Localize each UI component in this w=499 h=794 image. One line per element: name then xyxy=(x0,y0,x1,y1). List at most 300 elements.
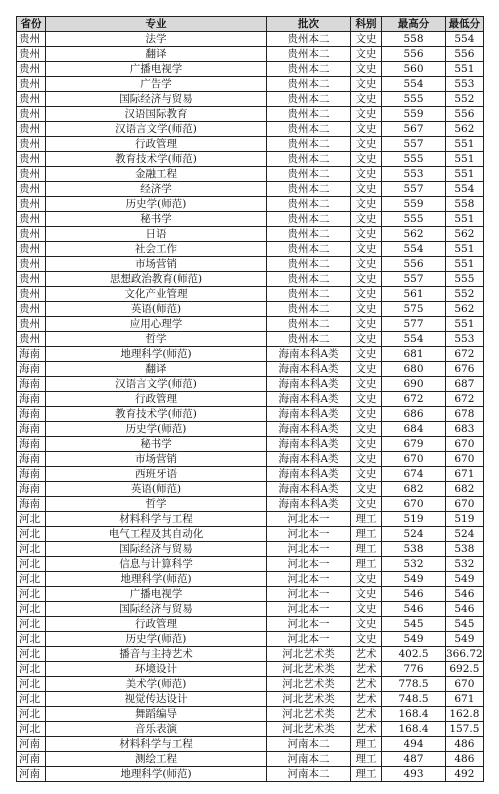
max-score-cell: 686 xyxy=(382,407,446,422)
max-score-cell: 524 xyxy=(382,527,446,542)
min-score-cell: 558 xyxy=(446,197,484,212)
table-row xyxy=(17,722,484,737)
batch-cell: 海南本科A类 xyxy=(267,392,351,407)
category-cell: 文史 xyxy=(351,32,382,47)
province-cell: 贵州 xyxy=(17,317,46,332)
min-score-cell: 687 xyxy=(446,377,484,392)
province-cell: 贵州 xyxy=(17,197,46,212)
max-score-cell: 559 xyxy=(382,107,446,122)
table-row xyxy=(17,62,484,77)
category-cell: 文史 xyxy=(351,497,382,512)
header-min-score: 最低分 xyxy=(446,17,484,32)
major-cell: 文化产业管理 xyxy=(46,287,267,302)
min-score-cell: 554 xyxy=(446,182,484,197)
province-cell: 贵州 xyxy=(17,242,46,257)
major-cell: 地理科学(师范) xyxy=(46,767,267,782)
province-cell: 贵州 xyxy=(17,62,46,77)
table-row xyxy=(17,692,484,707)
min-score-cell: 524 xyxy=(446,527,484,542)
max-score-cell: 567 xyxy=(382,122,446,137)
batch-cell: 贵州本二 xyxy=(267,302,351,317)
max-score-cell: 556 xyxy=(382,47,446,62)
major-cell: 英语(师范) xyxy=(46,482,267,497)
max-score-cell: 168.4 xyxy=(382,722,446,737)
table-row xyxy=(17,452,484,467)
category-cell: 文史 xyxy=(351,197,382,212)
major-cell: 秘书学 xyxy=(46,212,267,227)
max-score-cell: 674 xyxy=(382,467,446,482)
batch-cell: 河北本一 xyxy=(267,572,351,587)
major-cell: 测绘工程 xyxy=(46,752,267,767)
category-cell: 艺术 xyxy=(351,722,382,737)
province-cell: 河南 xyxy=(17,752,46,767)
major-cell: 经济学 xyxy=(46,182,267,197)
min-score-cell: 551 xyxy=(446,242,484,257)
max-score-cell: 670 xyxy=(382,452,446,467)
table-row xyxy=(17,317,484,332)
min-score-cell: 551 xyxy=(446,62,484,77)
major-cell: 社会工作 xyxy=(46,242,267,257)
min-score-cell: 551 xyxy=(446,167,484,182)
min-score-cell: 157.5 xyxy=(446,722,484,737)
table-row xyxy=(17,557,484,572)
max-score-cell: 168.4 xyxy=(382,707,446,722)
province-cell: 河北 xyxy=(17,557,46,572)
batch-cell: 贵州本二 xyxy=(267,47,351,62)
batch-cell: 海南本科A类 xyxy=(267,437,351,452)
max-score-cell: 690 xyxy=(382,377,446,392)
min-score-cell: 492 xyxy=(446,767,484,782)
major-cell: 音乐表演 xyxy=(46,722,267,737)
major-cell: 汉语国际教育 xyxy=(46,107,267,122)
province-cell: 海南 xyxy=(17,377,46,392)
province-cell: 河北 xyxy=(17,692,46,707)
province-cell: 海南 xyxy=(17,362,46,377)
max-score-cell: 546 xyxy=(382,587,446,602)
min-score-cell: 692.5 xyxy=(446,662,484,677)
table-row xyxy=(17,182,484,197)
table-row xyxy=(17,527,484,542)
table-row xyxy=(17,617,484,632)
major-cell: 翻译 xyxy=(46,362,267,377)
batch-cell: 河北本一 xyxy=(267,542,351,557)
major-cell: 美术学(师范) xyxy=(46,677,267,692)
province-cell: 河北 xyxy=(17,662,46,677)
batch-cell: 海南本科A类 xyxy=(267,422,351,437)
major-cell: 历史学(师范) xyxy=(46,197,267,212)
province-cell: 河南 xyxy=(17,737,46,752)
province-cell: 河北 xyxy=(17,617,46,632)
max-score-cell: 776 xyxy=(382,662,446,677)
min-score-cell: 162.8 xyxy=(446,707,484,722)
major-cell: 国际经济与贸易 xyxy=(46,92,267,107)
min-score-cell: 672 xyxy=(446,347,484,362)
category-cell: 文史 xyxy=(351,107,382,122)
min-score-cell: 549 xyxy=(446,572,484,587)
table-row xyxy=(17,767,484,782)
max-score-cell: 554 xyxy=(382,77,446,92)
province-cell: 贵州 xyxy=(17,47,46,62)
min-score-cell: 671 xyxy=(446,692,484,707)
max-score-cell: 560 xyxy=(382,62,446,77)
min-score-cell: 545 xyxy=(446,617,484,632)
table-row xyxy=(17,632,484,647)
max-score-cell: 679 xyxy=(382,437,446,452)
min-score-cell: 670 xyxy=(446,497,484,512)
min-score-cell: 562 xyxy=(446,227,484,242)
max-score-cell: 557 xyxy=(382,272,446,287)
province-cell: 河北 xyxy=(17,632,46,647)
province-cell: 贵州 xyxy=(17,167,46,182)
min-score-cell: 670 xyxy=(446,452,484,467)
batch-cell: 河北艺术类 xyxy=(267,662,351,677)
table-row xyxy=(17,122,484,137)
table-row xyxy=(17,167,484,182)
admission-score-table xyxy=(16,16,484,782)
major-cell: 环境设计 xyxy=(46,662,267,677)
max-score-cell: 557 xyxy=(382,182,446,197)
table-row xyxy=(17,437,484,452)
category-cell: 理工 xyxy=(351,752,382,767)
batch-cell: 海南本科A类 xyxy=(267,452,351,467)
max-score-cell: 670 xyxy=(382,497,446,512)
table-row xyxy=(17,212,484,227)
major-cell: 教育技术学(师范) xyxy=(46,152,267,167)
major-cell: 应用心理学 xyxy=(46,317,267,332)
province-cell: 河北 xyxy=(17,677,46,692)
table-row xyxy=(17,107,484,122)
min-score-cell: 532 xyxy=(446,557,484,572)
province-cell: 贵州 xyxy=(17,137,46,152)
max-score-cell: 556 xyxy=(382,257,446,272)
major-cell: 材料科学与工程 xyxy=(46,737,267,752)
province-cell: 海南 xyxy=(17,452,46,467)
major-cell: 市场营销 xyxy=(46,452,267,467)
province-cell: 贵州 xyxy=(17,92,46,107)
max-score-cell: 545 xyxy=(382,617,446,632)
table-row xyxy=(17,662,484,677)
category-cell: 艺术 xyxy=(351,677,382,692)
min-score-cell: 486 xyxy=(446,752,484,767)
province-cell: 河北 xyxy=(17,572,46,587)
batch-cell: 贵州本二 xyxy=(267,242,351,257)
major-cell: 历史学(师范) xyxy=(46,422,267,437)
max-score-cell: 487 xyxy=(382,752,446,767)
major-cell: 日语 xyxy=(46,227,267,242)
max-score-cell: 778.5 xyxy=(382,677,446,692)
batch-cell: 河南本二 xyxy=(267,752,351,767)
batch-cell: 贵州本二 xyxy=(267,32,351,47)
max-score-cell: 549 xyxy=(382,572,446,587)
table-row xyxy=(17,362,484,377)
min-score-cell: 562 xyxy=(446,302,484,317)
category-cell: 理工 xyxy=(351,512,382,527)
province-cell: 河南 xyxy=(17,767,46,782)
major-cell: 电气工程及其自动化 xyxy=(46,527,267,542)
category-cell: 文史 xyxy=(351,47,382,62)
category-cell: 文史 xyxy=(351,272,382,287)
major-cell: 秘书学 xyxy=(46,437,267,452)
major-cell: 教育技术学(师范) xyxy=(46,407,267,422)
max-score-cell: 532 xyxy=(382,557,446,572)
max-score-cell: 682 xyxy=(382,482,446,497)
category-cell: 文史 xyxy=(351,572,382,587)
table-row xyxy=(17,197,484,212)
table-row xyxy=(17,257,484,272)
min-score-cell: 551 xyxy=(446,257,484,272)
province-cell: 贵州 xyxy=(17,332,46,347)
major-cell: 行政管理 xyxy=(46,617,267,632)
major-cell: 视觉传达设计 xyxy=(46,692,267,707)
province-cell: 贵州 xyxy=(17,152,46,167)
category-cell: 理工 xyxy=(351,737,382,752)
batch-cell: 贵州本二 xyxy=(267,122,351,137)
min-score-cell: 366.72 xyxy=(446,648,483,660)
table-row xyxy=(17,332,484,347)
category-cell: 文史 xyxy=(351,407,382,422)
table-row xyxy=(17,302,484,317)
category-cell: 文史 xyxy=(351,242,382,257)
province-cell: 贵州 xyxy=(17,32,46,47)
header-category: 科别 xyxy=(351,17,382,32)
max-score-cell: 561 xyxy=(382,287,446,302)
batch-cell: 河北本一 xyxy=(267,602,351,617)
category-cell: 文史 xyxy=(351,467,382,482)
major-cell: 翻译 xyxy=(46,47,267,62)
province-cell: 海南 xyxy=(17,497,46,512)
major-cell: 地理科学(师范) xyxy=(46,572,267,587)
province-cell: 贵州 xyxy=(17,302,46,317)
batch-cell: 贵州本二 xyxy=(267,107,351,122)
batch-cell: 贵州本二 xyxy=(267,77,351,92)
min-score-cell: 556 xyxy=(446,107,484,122)
min-score-cell: 549 xyxy=(446,632,484,647)
major-cell: 金融工程 xyxy=(46,167,267,182)
min-score-cell: 552 xyxy=(446,92,484,107)
table-row xyxy=(17,152,484,167)
max-score-cell: 538 xyxy=(382,542,446,557)
category-cell: 文史 xyxy=(351,452,382,467)
max-score-cell: 684 xyxy=(382,422,446,437)
min-score-cell: 546 xyxy=(446,587,484,602)
batch-cell: 贵州本二 xyxy=(267,257,351,272)
province-cell: 贵州 xyxy=(17,212,46,227)
category-cell: 文史 xyxy=(351,587,382,602)
batch-cell: 海南本科A类 xyxy=(267,407,351,422)
major-cell: 行政管理 xyxy=(46,137,267,152)
max-score-cell: 575 xyxy=(382,302,446,317)
max-score-cell: 555 xyxy=(382,212,446,227)
province-cell: 贵州 xyxy=(17,182,46,197)
table-row xyxy=(17,752,484,767)
max-score-cell: 554 xyxy=(382,332,446,347)
batch-cell: 贵州本二 xyxy=(267,317,351,332)
table-row xyxy=(17,32,484,47)
province-cell: 海南 xyxy=(17,437,46,452)
category-cell: 文史 xyxy=(351,152,382,167)
batch-cell: 河北艺术类 xyxy=(267,647,351,662)
table-row xyxy=(17,347,484,362)
max-score-cell: 680 xyxy=(382,362,446,377)
table-row xyxy=(17,707,484,722)
min-score-cell: 554 xyxy=(446,32,484,47)
province-cell: 河北 xyxy=(17,587,46,602)
batch-cell: 河南本二 xyxy=(267,737,351,752)
batch-cell: 海南本科A类 xyxy=(267,497,351,512)
batch-cell: 贵州本二 xyxy=(267,92,351,107)
province-cell: 海南 xyxy=(17,392,46,407)
table-row xyxy=(17,287,484,302)
min-score-cell: 551 xyxy=(446,152,484,167)
batch-cell: 河北艺术类 xyxy=(267,722,351,737)
category-cell: 文史 xyxy=(351,317,382,332)
category-cell: 文史 xyxy=(351,122,382,137)
header-batch: 批次 xyxy=(267,17,351,32)
max-score-cell: 546 xyxy=(382,602,446,617)
table-row xyxy=(17,467,484,482)
category-cell: 文史 xyxy=(351,362,382,377)
batch-cell: 河北本一 xyxy=(267,617,351,632)
batch-cell: 河北艺术类 xyxy=(267,707,351,722)
major-cell: 哲学 xyxy=(46,497,267,512)
category-cell: 文史 xyxy=(351,227,382,242)
table-row xyxy=(17,47,484,62)
min-score-cell: 486 xyxy=(446,737,484,752)
max-score-cell: 748.5 xyxy=(382,692,446,707)
category-cell: 文史 xyxy=(351,212,382,227)
max-score-cell: 493 xyxy=(382,767,446,782)
category-cell: 文史 xyxy=(351,602,382,617)
table-row xyxy=(17,407,484,422)
batch-cell: 海南本科A类 xyxy=(267,467,351,482)
major-cell: 西班牙语 xyxy=(46,467,267,482)
major-cell: 广播电视学 xyxy=(46,62,267,77)
max-score-cell: 681 xyxy=(382,347,446,362)
category-cell: 文史 xyxy=(351,617,382,632)
table-row xyxy=(17,497,484,512)
province-cell: 河北 xyxy=(17,722,46,737)
province-cell: 河北 xyxy=(17,527,46,542)
category-cell: 艺术 xyxy=(351,692,382,707)
major-cell: 法学 xyxy=(46,32,267,47)
max-score-cell: 672 xyxy=(382,392,446,407)
min-score-cell: 551 xyxy=(446,317,484,332)
province-cell: 贵州 xyxy=(17,272,46,287)
max-score-cell: 519 xyxy=(382,512,446,527)
category-cell: 文史 xyxy=(351,332,382,347)
category-cell: 理工 xyxy=(351,557,382,572)
max-score-cell: 557 xyxy=(382,137,446,152)
province-cell: 海南 xyxy=(17,407,46,422)
category-cell: 文史 xyxy=(351,77,382,92)
table-row xyxy=(17,647,484,662)
major-cell: 播音与主持艺术 xyxy=(46,647,267,662)
min-score-cell: 553 xyxy=(446,332,484,347)
min-score-cell: 671 xyxy=(446,467,484,482)
table-row xyxy=(17,482,484,497)
province-cell: 河北 xyxy=(17,707,46,722)
batch-cell: 河北艺术类 xyxy=(267,692,351,707)
table-row xyxy=(17,512,484,527)
table-row xyxy=(17,587,484,602)
batch-cell: 河南本二 xyxy=(267,767,351,782)
province-cell: 海南 xyxy=(17,347,46,362)
min-score-cell: 552 xyxy=(446,287,484,302)
min-score-cell: 538 xyxy=(446,542,484,557)
min-score-cell: 676 xyxy=(446,362,484,377)
min-score-cell: 519 xyxy=(446,512,484,527)
province-cell: 河北 xyxy=(17,647,46,662)
min-score-cell: 546 xyxy=(446,602,484,617)
category-cell: 文史 xyxy=(351,482,382,497)
min-score-cell: 562 xyxy=(446,122,484,137)
table-row xyxy=(17,572,484,587)
batch-cell: 贵州本二 xyxy=(267,137,351,152)
major-cell: 历史学(师范) xyxy=(46,632,267,647)
category-cell: 文史 xyxy=(351,347,382,362)
province-cell: 贵州 xyxy=(17,122,46,137)
major-cell: 舞蹈编导 xyxy=(46,707,267,722)
category-cell: 文史 xyxy=(351,62,382,77)
max-score-cell: 577 xyxy=(382,317,446,332)
category-cell: 文史 xyxy=(351,302,382,317)
max-score-cell: 494 xyxy=(382,737,446,752)
province-cell: 海南 xyxy=(17,422,46,437)
table-row xyxy=(17,737,484,752)
max-score-cell: 555 xyxy=(382,152,446,167)
min-score-cell: 670 xyxy=(446,677,484,692)
batch-cell: 贵州本二 xyxy=(267,152,351,167)
batch-cell: 贵州本二 xyxy=(267,62,351,77)
major-cell: 哲学 xyxy=(46,332,267,347)
min-score-cell: 551 xyxy=(446,137,484,152)
category-cell: 文史 xyxy=(351,167,382,182)
category-cell: 艺术 xyxy=(351,662,382,677)
major-cell: 汉语言文学(师范) xyxy=(46,122,267,137)
max-score-cell: 559 xyxy=(382,197,446,212)
major-cell: 国际经济与贸易 xyxy=(46,542,267,557)
category-cell: 艺术 xyxy=(351,707,382,722)
category-cell: 文史 xyxy=(351,92,382,107)
major-cell: 材料科学与工程 xyxy=(46,512,267,527)
min-score-cell: 555 xyxy=(446,272,484,287)
batch-cell: 海南本科A类 xyxy=(267,482,351,497)
min-score-cell: 682 xyxy=(446,482,484,497)
batch-cell: 河北艺术类 xyxy=(267,677,351,692)
table-row xyxy=(17,377,484,392)
province-cell: 贵州 xyxy=(17,227,46,242)
batch-cell: 贵州本二 xyxy=(267,287,351,302)
table-row xyxy=(17,272,484,287)
min-score-cell: 672 xyxy=(446,392,484,407)
table-row xyxy=(17,392,484,407)
category-cell: 文史 xyxy=(351,137,382,152)
province-cell: 贵州 xyxy=(17,77,46,92)
max-score-cell: 553 xyxy=(382,167,446,182)
max-score-cell: 555 xyxy=(382,92,446,107)
major-cell: 英语(师范) xyxy=(46,302,267,317)
category-cell: 文史 xyxy=(351,257,382,272)
category-cell: 理工 xyxy=(351,542,382,557)
batch-cell: 贵州本二 xyxy=(267,212,351,227)
table-row xyxy=(17,542,484,557)
major-cell: 信息与计算科学 xyxy=(46,557,267,572)
province-cell: 贵州 xyxy=(17,287,46,302)
header-max-score: 最高分 xyxy=(382,17,446,32)
batch-cell: 河北本一 xyxy=(267,527,351,542)
category-cell: 文史 xyxy=(351,632,382,647)
province-cell: 河北 xyxy=(17,602,46,617)
